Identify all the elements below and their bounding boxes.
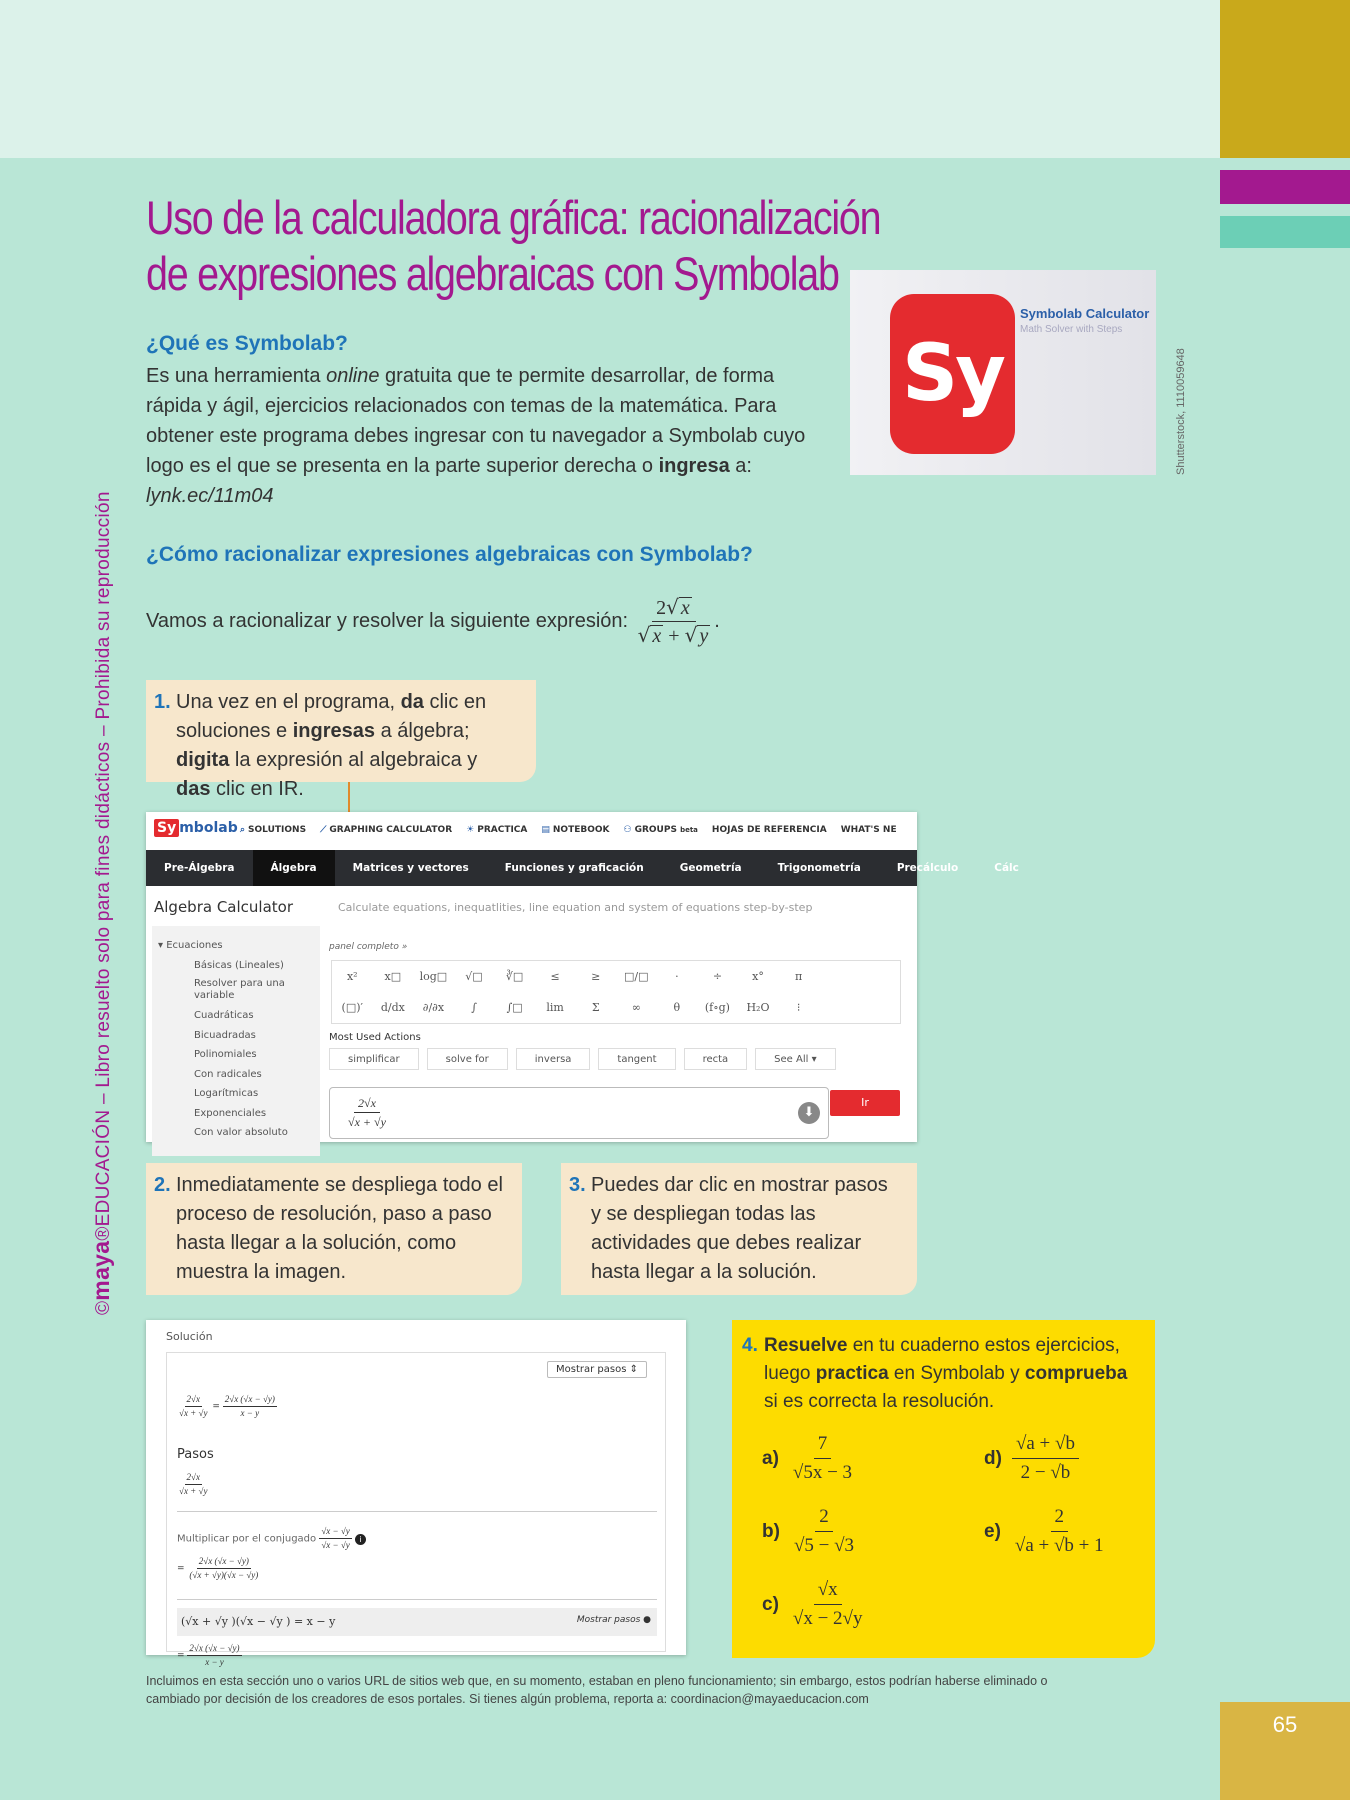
conjugate-result: = $\frac{2√x (√x - √y)}{(√x + √y)(√x - √y)}$ — [177, 1556, 259, 1580]
top-band — [0, 0, 1220, 158]
bulb-icon: ☀ — [466, 825, 475, 835]
step-3-box: 3. Puedes dar clic en mostrar pasos y se despliegan todas las actividades que debes realizar hasta llegar a la solución. — [561, 1163, 917, 1295]
exercise-instructions: 4. Resuelve en tu cuaderno estos ejercicios, luego practica en Symbolab y comprueba si es correcta la resolución. — [742, 1335, 1128, 1412]
sidebar-item[interactable]: Logarítmicas — [194, 1088, 259, 1099]
download-icon[interactable]: ⬇ — [798, 1102, 820, 1124]
nav-groups[interactable]: ⚇ GROUPS beta — [623, 825, 698, 835]
intro-paragraph: Es una herramienta online gratuita que te permite desarrollar, de forma rápida y ágil, ejercicios relacionados con temas de la matemática. Para obtener este programa debes ingresar con tu navegador a Symbolab cuyo logo es el que se presenta en la parte superior derecha o ingresa a: lynk.ec/11m04 — [146, 365, 806, 507]
action-simplificar[interactable]: simplificar — [329, 1048, 419, 1070]
sidebar-item[interactable]: Con radicales — [194, 1068, 262, 1080]
key[interactable]: ∫ — [471, 1001, 477, 1014]
magenta-tab — [1220, 170, 1350, 204]
math-keypad — [331, 960, 901, 1024]
sidebar-item[interactable]: Polinomiales — [194, 1049, 257, 1060]
key[interactable]: ≤ — [550, 970, 560, 983]
sidebar-item[interactable]: Cuadráticas — [194, 1010, 254, 1021]
title-line-2: de expresiones algebraicas con Symbolab — [146, 247, 839, 300]
page-number: 65 — [1272, 1712, 1298, 1737]
show-steps-button[interactable]: Mostrar pasos ⇕ — [547, 1361, 647, 1378]
symbolab-calculator-screenshot — [146, 812, 1019, 1142]
page-title — [146, 190, 881, 302]
tab-calculo[interactable]: Cálc — [994, 862, 1019, 874]
key[interactable]: log□ — [419, 970, 448, 983]
key[interactable]: ∫□ — [506, 1001, 523, 1014]
key[interactable]: · — [675, 970, 679, 983]
panel-completo-link[interactable]: panel completo » — [329, 942, 408, 952]
nav-solutions[interactable]: ⌕ SOLUTIONS — [240, 825, 307, 835]
calculator-title: Algebra Calculator — [154, 898, 293, 916]
solution-equation: $\frac{2√x}{√x + √y}$ = $\frac{2√x (√x - √y)}{x - y}$ — [179, 1394, 275, 1418]
subject-tabs — [146, 850, 1019, 886]
key[interactable] — [819, 961, 860, 992]
calculator-subtitle: Calculate equations, inequatlities, line equation and system of equations step-by-step — [338, 901, 813, 914]
key[interactable]: ÷ — [712, 970, 723, 983]
main-expression: $\frac{2√ x}{√ x + √ y}$ — [637, 595, 709, 647]
tab-algebra[interactable]: Álgebra — [253, 850, 335, 886]
divider — [177, 1511, 657, 1512]
expression-input[interactable]: $\frac{2√x}{√x + √y}$ ⬇ — [329, 1087, 829, 1139]
key[interactable]: (f∘g) — [704, 1001, 730, 1014]
final-result: = $\frac{2√x (√x - √y)}{x - y}$ — [177, 1643, 240, 1667]
symbolab-link[interactable]: lynk.ec/11m04 — [146, 485, 274, 507]
go-button[interactable]: Ir — [830, 1090, 900, 1116]
key[interactable]: H₂O — [746, 1001, 770, 1014]
sidebar-item[interactable]: Con valor absoluto — [194, 1127, 288, 1138]
step-2-box: 2. Inmediatamente se despliega todo el proceso de resolución, paso a paso hasta llegar a la solución, como muestra la imagen. — [146, 1163, 522, 1295]
symbolab-navbar-logo[interactable]: Sy mbolab — [154, 820, 238, 836]
key[interactable]: √□ — [465, 970, 483, 983]
heading-how-to-rationalize: ¿Cómo racionalizar expresiones algebraicas con Symbolab? — [146, 543, 753, 566]
symbolab-logo: Sy — [890, 294, 1015, 454]
solution-panel — [166, 1352, 666, 1667]
expression-line: Vamos a racionalizar y resolver la siguiente expresión: $\frac{2√ x}{√ x + √ y}$ . — [146, 595, 720, 647]
exercise-d: d) $\frac{√a + √b}{2 - √b}$ — [984, 1430, 1079, 1487]
symbolab-app-photo: Sy Symbolab Calculator Math Solver with Steps — [850, 270, 1156, 475]
nav-notebook[interactable]: ▤ NOTEBOOK — [541, 825, 610, 835]
tab-funciones[interactable]: Funciones y graficación — [504, 862, 644, 874]
info-icon[interactable]: i — [355, 1534, 366, 1545]
topics-sidebar — [152, 926, 320, 1156]
key[interactable]: x□ — [384, 970, 402, 983]
corner-gold-block — [1220, 0, 1350, 158]
key[interactable]: Σ — [591, 1001, 600, 1014]
search-icon: ⌕ — [240, 825, 246, 835]
teal-tab — [1220, 216, 1350, 248]
key[interactable] — [859, 961, 900, 992]
most-used-actions-label: Most Used Actions — [329, 1032, 421, 1043]
action-buttons — [329, 1048, 836, 1070]
conjugate-step: Multiplicar por el conjugado $\frac{√x - √y}{√x - √y}$ i — [177, 1525, 366, 1552]
exercise-e: e) $\frac{2}{√a + √b + 1}$ — [984, 1503, 1108, 1560]
key[interactable]: x² — [346, 970, 358, 983]
key[interactable]: ≥ — [591, 970, 601, 983]
sidebar-item-ecuaciones[interactable]: ▾ Ecuaciones — [158, 940, 223, 951]
footnote: Incluimos en esta sección uno o varios URL de sitios web que, en su momento, estaban en pleno funcionamiento; sin embargo, estos podrían haberse eliminado o cambiado por decisión de los creadores de esos portales. Si tienes algún problema, reporta a: coordinacion@mayaeducacion.com — [146, 1674, 1048, 1706]
heading-what-is-symbolab: ¿Qué es Symbolab? — [146, 332, 348, 355]
identity-text: (√x + √y )(√x − √y ) = x − y — [181, 1615, 336, 1628]
tab-precalculo[interactable]: Precálculo — [896, 862, 959, 874]
key[interactable]: □/□ — [624, 970, 649, 983]
key[interactable] — [859, 992, 900, 1023]
tab-trigonometria[interactable]: Trigonometría — [777, 862, 861, 874]
tab-matrices[interactable]: Matrices y vectores — [352, 862, 469, 874]
symbolab-navbar — [146, 812, 917, 850]
key[interactable]: (□)′ — [341, 1001, 364, 1014]
key[interactable]: lim — [546, 1001, 564, 1014]
key[interactable]: ∞ — [631, 1001, 641, 1014]
divider — [177, 1599, 657, 1600]
nav-graphing[interactable]: ⟋ GRAPHING CALCULATOR — [320, 825, 453, 835]
see-all-dropdown[interactable]: See All ▾ — [755, 1048, 835, 1070]
key[interactable]: θ — [673, 1001, 681, 1014]
sidebar-item[interactable]: Bicuadradas — [194, 1029, 256, 1041]
exercise-b: b) $\frac{2}{√5 - √3}$ — [762, 1503, 858, 1560]
sidebar-item[interactable]: Resolver para una variable — [194, 978, 285, 1001]
key[interactable]: x° — [752, 970, 764, 983]
key[interactable]: d/dx — [380, 1001, 405, 1014]
solution-label: Solución — [166, 1330, 213, 1343]
solution-screenshot — [146, 1320, 686, 1667]
exercise-box — [732, 1320, 1155, 1658]
step-1-box: 1. Una vez en el programa, da clic en soluciones e ingresas a álgebra; digita la expresión al algebraica y das clic en IR. — [146, 680, 536, 782]
exercise-c: c) $\frac{√x}{√x - 2√y}$ — [762, 1576, 866, 1633]
groups-icon: ⚇ — [623, 825, 632, 835]
steps-heading: Pasos — [177, 1447, 214, 1462]
action-solve-for[interactable]: solve for — [427, 1048, 508, 1070]
sidebar-item[interactable]: Exponenciales — [194, 1107, 267, 1119]
tab-geometria[interactable]: Geometría — [679, 862, 742, 874]
nav-hojas[interactable]: HOJAS DE REFERENCIA — [711, 825, 827, 835]
action-tangent[interactable]: tangent — [598, 1048, 675, 1070]
nav-practica[interactable]: ☀ PRACTICA — [466, 825, 528, 835]
symbolab-nav-items — [240, 825, 897, 835]
exercise-a: a) $\frac{7}{√5x - 3}$ — [762, 1430, 856, 1487]
action-inversa[interactable]: inversa — [516, 1048, 591, 1070]
copyright-side-text: ©maya®EDUCACIÓN – Libro resuelto solo para fines didácticos – Prohibida su reproducción — [88, 491, 114, 1315]
sidebar-item[interactable]: Básicas (Lineales) — [194, 959, 284, 971]
steps-expression: $\frac{2√x}{√x + √y}$ — [179, 1472, 208, 1496]
key[interactable]: ⁝ — [796, 1001, 801, 1014]
key[interactable]: π — [794, 970, 803, 983]
action-recta[interactable]: recta — [684, 1048, 748, 1070]
photo-credit: Shutterstock, 1110059648 — [1175, 348, 1187, 475]
show-steps-link[interactable]: Mostrar pasos ● — [576, 1615, 651, 1625]
key[interactable]: ∂/∂x — [422, 1001, 445, 1014]
notebook-icon: ▤ — [541, 825, 550, 835]
title-line-1: Uso de la calculadora gráfica: racionalización — [146, 191, 881, 244]
key[interactable] — [819, 992, 860, 1023]
key[interactable]: ∛□ — [505, 970, 524, 983]
graph-icon: ⟋ — [320, 825, 327, 835]
tab-pre-algebra[interactable]: Pre-Álgebra — [164, 862, 235, 874]
nav-whats-new[interactable]: WHAT'S NE — [840, 825, 897, 835]
